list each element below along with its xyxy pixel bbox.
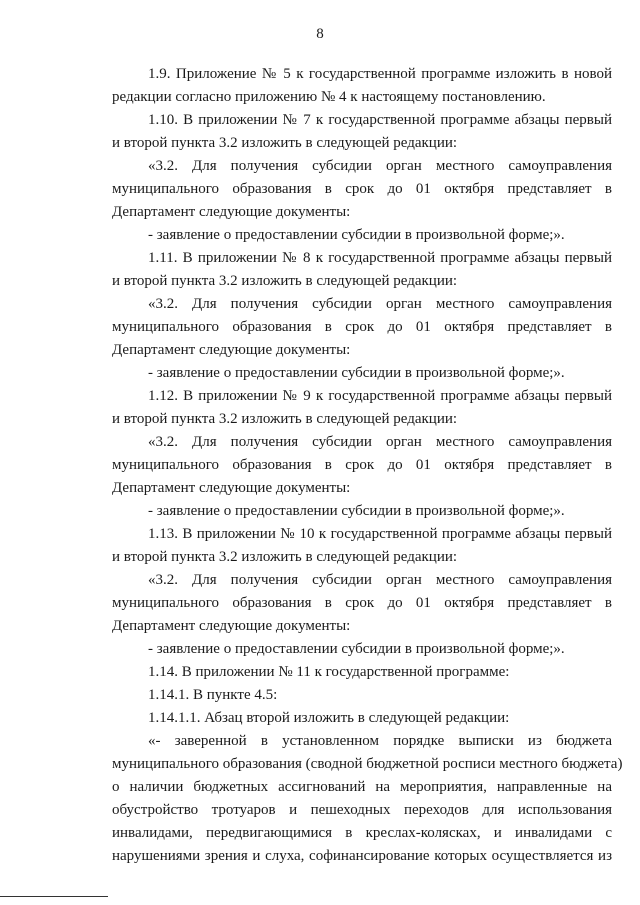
paragraph-line: «3.2. Для получения субсидии орган местного самоуправления: [148, 296, 612, 312]
paragraph-line: и второй пункта 3.2 изложить в следующей редакции:: [112, 549, 458, 565]
paragraph-line: «- заверенной в установленном порядке выписки из бюджета: [148, 733, 612, 749]
paragraph-line: «3.2. Для получения субсидии орган местного самоуправления: [148, 572, 612, 588]
paragraph-line: - заявление о предоставлении субсидии в произвольной форме;».: [148, 503, 565, 519]
footnote-separator: [0, 896, 108, 897]
paragraph-line: муниципального образования в срок до 01 октября представляет в: [112, 595, 612, 611]
paragraph-line: - заявление о предоставлении субсидии в произвольной форме;».: [148, 365, 565, 381]
paragraph-line: муниципального образования в срок до 01 октября представляет в: [112, 319, 612, 335]
paragraph-line: 1.12. В приложении № 9 к государственной программе абзацы первый: [148, 388, 612, 404]
paragraph-line: - заявление о предоставлении субсидии в произвольной форме;».: [148, 227, 565, 243]
page-number: 8: [316, 26, 324, 42]
paragraph-line: муниципального образования (сводной бюджетной росписи местного бюджета): [112, 756, 623, 772]
paragraph-line: инвалидами, передвигающимися в креслах-колясках, и инвалидами с: [112, 825, 612, 841]
paragraph-line: о наличии бюджетных ассигнований на мероприятия, направленные на: [112, 779, 612, 795]
paragraph-line: Департамент следующие документы:: [112, 480, 351, 496]
paragraph-line: и второй пункта 3.2 изложить в следующей редакции:: [112, 411, 458, 427]
paragraph-line: 1.9. Приложение № 5 к государственной программе изложить в новой: [148, 66, 612, 82]
paragraph-line: 1.14. В приложении № 11 к государственной программе:: [148, 664, 510, 680]
paragraph-line: «3.2. Для получения субсидии орган местного самоуправления: [148, 434, 612, 450]
paragraph-line: муниципального образования в срок до 01 октября представляет в: [112, 181, 612, 197]
paragraph-line: и второй пункта 3.2 изложить в следующей редакции:: [112, 273, 458, 289]
paragraph-line: Департамент следующие документы:: [112, 204, 351, 220]
paragraph-line: редакции согласно приложению № 4 к настоящему постановлению.: [112, 89, 546, 105]
paragraph-line: нарушениями зрения и слуха, софинансирование которых осуществляется из: [112, 848, 612, 864]
paragraph-line: 1.11. В приложении № 8 к государственной программе абзацы первый: [148, 250, 612, 266]
paragraph-line: 1.14.1. В пункте 4.5:: [148, 687, 278, 703]
paragraph-line: 1.10. В приложении № 7 к государственной программе абзацы первый: [148, 112, 612, 128]
paragraph-line: обустройство тротуаров и пешеходных переходов для использования: [112, 802, 612, 818]
paragraph-line: 1.13. В приложении № 10 к государственной программе абзацы первый: [148, 526, 612, 542]
paragraph-line: муниципального образования в срок до 01 октября представляет в: [112, 457, 612, 473]
paragraph-line: - заявление о предоставлении субсидии в произвольной форме;».: [148, 641, 565, 657]
paragraph-line: 1.14.1.1. Абзац второй изложить в следующей редакции:: [148, 710, 510, 726]
paragraph-line: «3.2. Для получения субсидии орган местного самоуправления: [148, 158, 612, 174]
paragraph-line: и второй пункта 3.2 изложить в следующей редакции:: [112, 135, 458, 151]
paragraph-line: Департамент следующие документы:: [112, 342, 351, 358]
paragraph-line: Департамент следующие документы:: [112, 618, 351, 634]
